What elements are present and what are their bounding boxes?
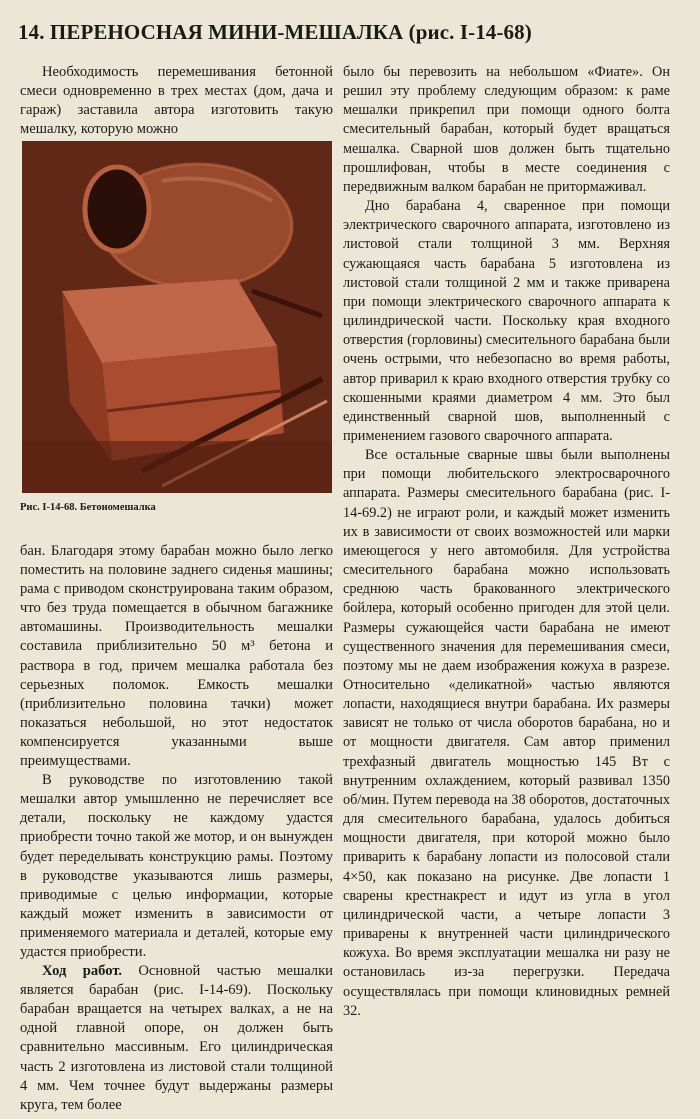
concrete-mixer-illustration [22, 141, 332, 493]
concrete-mixer-photo [22, 141, 332, 493]
paragraph: бан. Благодаря этому барабан можно было легко поместить на половине заднего сиденья машины; рама с приводом сконструирована таким образом, что без труда помещается в обычном багажнике автомашины. Производительность мешалки составила приблизительно 50 м³ бетона и раствора в год, причем мешалка работала без серьезных поломок. Емкость мешалки (приблизительно половина тачки) может показаться небольшой, но этот недостаток компенсируется указанными выше преимуществами. [20, 543, 333, 770]
paragraph: было бы перевозить на небольшом «Фиате». Он решил эту проблему следующим образом: к раме мешалки прикрепил при помощи одного болта смесительный барабан, который будет вращаться мешалка. Сварной шов должен быть тщательно прошлифован, чтобы в месте соединения с передвижным валком барабан не притормаживал. [343, 64, 670, 195]
paragraph-text: Основной частью мешалки является барабан (рис. I-14-69). Поскольку барабан вращается на четырех валках, а не на одной главной опоре, он должен быть сравнительно массивным. Его цилиндрическая часть 2 изготовлена из листовой стали толщиной 4 мм. Чем точнее будут выдержаны размеры круга, тем более [20, 963, 333, 1113]
paragraph: Дно барабана 4, сваренное при помощи электрического сварочного аппарата, изготовлено из листовой стали толщиной 3 мм. Верхняя сужающаяся часть барабана 5 изготовлена из листовой стали толщиной 2 мм и также приварена при помощи электрического сварочного аппарата к цилиндрической части. Поскольку края входного отверстия (горловины) смесительного барабана были очень острыми, что небезопасно во время работы, автор приварил к краю входного отверстия трубку со скошенными краями диаметром 4 мм. Это был единственный сварной шов, выполненный с применением газового сварочного аппарата. [343, 198, 670, 444]
page-title: 14. ПЕРЕНОСНАЯ МИНИ-МЕШАЛКА (рис. I-14-68) [18, 20, 532, 44]
left-column-bottom [20, 542, 333, 1115]
paragraph: Необходимость перемешивания бетонной смеси одновременно в трех местах (дом, дача и гараж) заставила автора изготовить такую мешалку, которую можно [20, 64, 333, 138]
right-column [343, 63, 670, 1021]
paragraph [20, 962, 333, 1115]
figure-caption: Рис. I-14-68. Бетономешалка [20, 502, 156, 513]
paragraph: Все остальные сварные швы были выполнены при помощи любительского электросварочного аппарата. Размеры смесительного барабана (рис. I-14-69.2) не играют роли, и каждый может изменить их в зависимости от своих возможностей или марки имеющегося у него автомобиля. Для устройства смесительного барабана можно использовать среднюю часть бракованного электрического бойлера, который особенно пригоден для этой цели. Размеры сужающейся части барабана не имеют существенного значения для перемешивания смеси, поэтому мы не даем изображения кожуха в разрезе. Относительно «деликатной» частью являются лопасти, находящиеся внутри барабана. Их размеры зависят не только от числа оборотов барабана, но и от мощности двигателя. Сам автор применил трехфазный двигатель мощностью 145 Вт с внутренним охлаждением, который развивал 1350 об/мин. Путем перевода на 38 оборотов, достаточных для смесительного барабана, удалось добиться мощности двигателя, при которой можно было приварить к барабану лопасти из полосовой стали 4×50, как показано на рисунке. Две лопасти 1 сварены крестнакрест и идут из угла в угол цилиндрической части, а четыре лопасти 3 приварены к внутренней части цилиндрического кожуха. Во время эксплуатации мешалка ни разу не остановилась из-за перегрузки. Передача осуществлялась при помощи клиновидных ремней 32. [343, 447, 670, 1019]
left-column-top [20, 63, 333, 139]
section-heading: Ход работ. [42, 963, 123, 980]
paragraph: В руководстве по изготовлению такой мешалки автор умышленно не перечисляет все детали, поскольку не каждому удастся приобрести точно такой же мотор, и он вынужден будет переделывать конструкцию рамы. Поэтому в руководстве указываются лишь размеры, приводимые с целью информации, которые каждый может изменить в зависимости от применяемого материала и деталей, которые ему удастся приобрести. [20, 772, 333, 960]
